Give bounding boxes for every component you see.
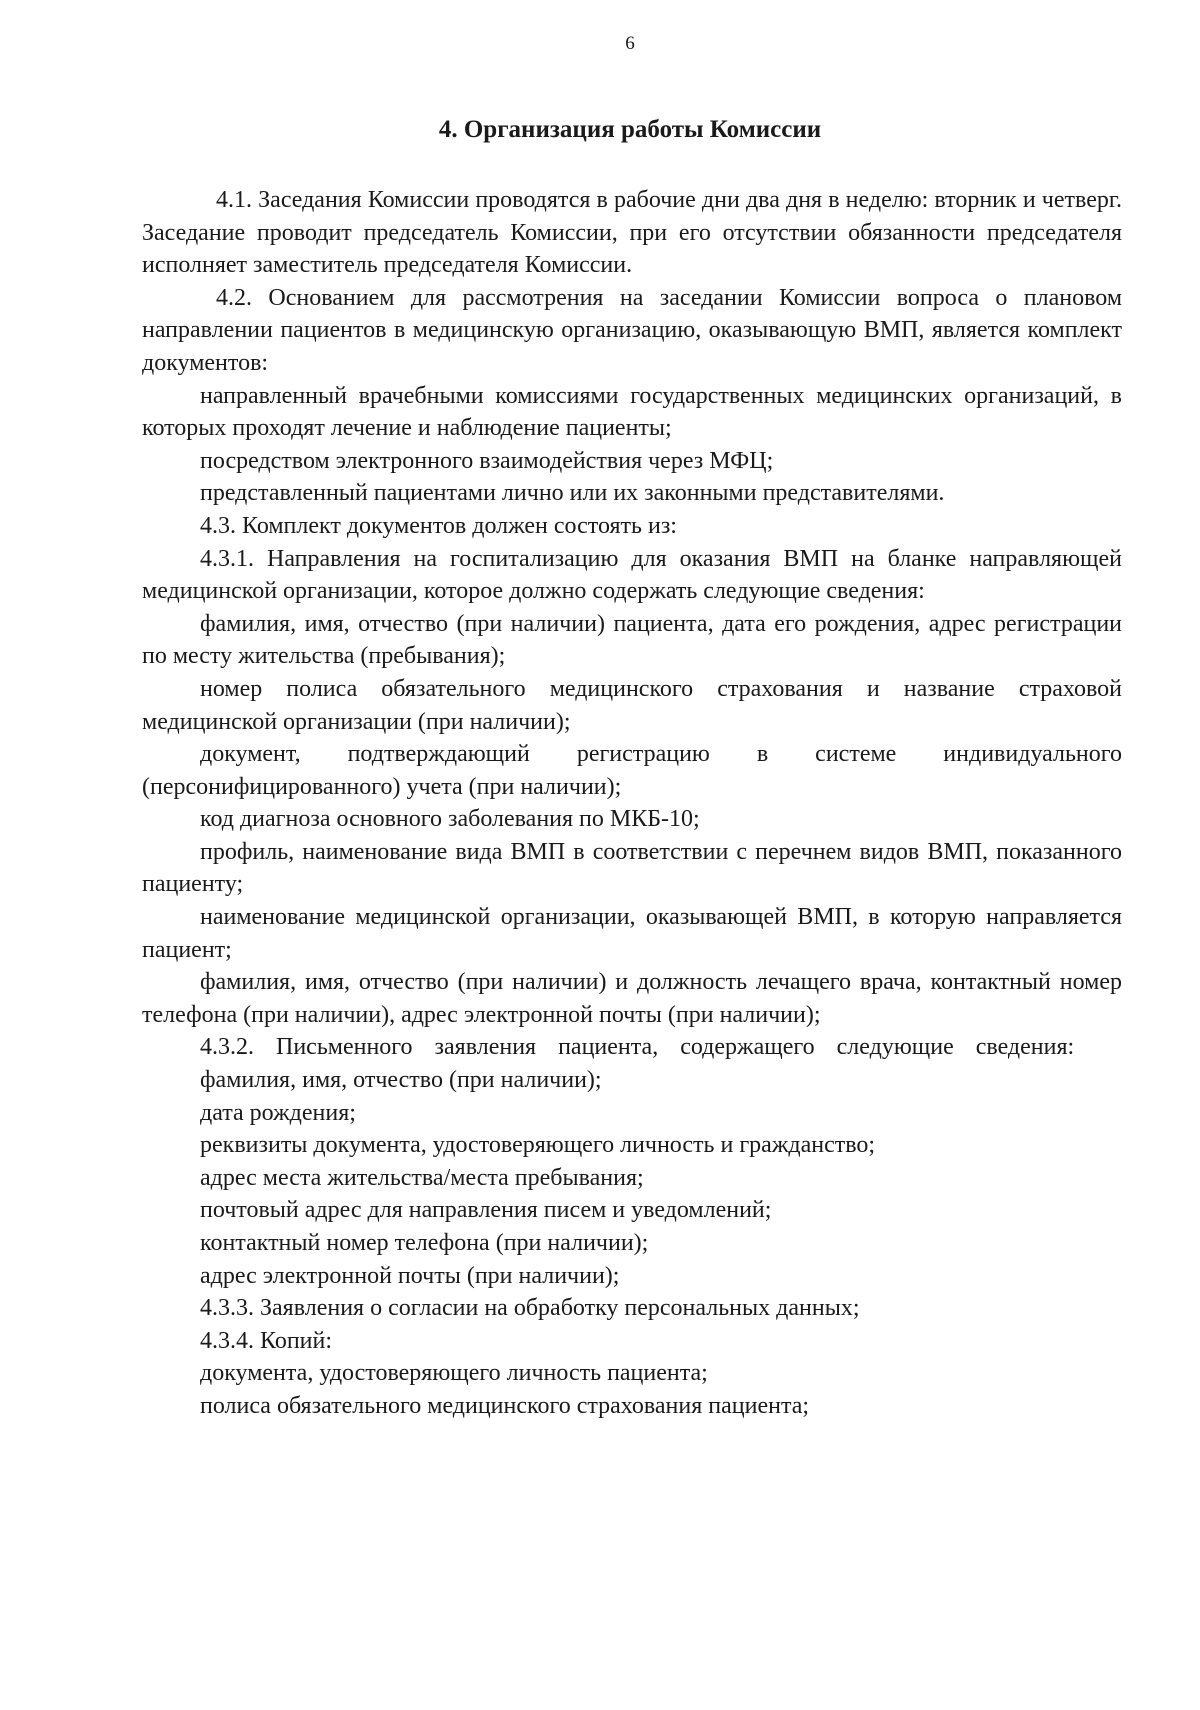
list-item: направленный врачебными комиссиями государственных медицинских организаций, в которых проходят лечение и наблюдение пациенты; bbox=[142, 382, 1122, 442]
list-item: профиль, наименование вида ВМП в соответствии с перечнем видов ВМП, показанного пациенту; bbox=[142, 838, 1122, 898]
section-heading: 4. Организация работы Комиссии bbox=[438, 116, 822, 143]
list-item: документа, удостоверяющего личность пациента; bbox=[200, 1360, 708, 1387]
list-item: контактный номер телефона (при наличии); bbox=[200, 1230, 649, 1256]
paragraph-4-1: 4.1. Заседания Комиссии проводятся в рабочие дни два дня в неделю: вторник и четверг. Заседание проводит председатель Комиссии, при его отсутствии обязанности председателя исполняет заместитель председателя Комиссии. bbox=[142, 187, 1122, 279]
paragraph-4-3-1: 4.3.1. Направления на госпитализацию для оказания ВМП на бланке направляющей медицинской организации, которое должно содержать следующие сведения: bbox=[142, 545, 1122, 605]
list-item: полиса обязательного медицинского страхования пациента; bbox=[200, 1392, 810, 1419]
list-item: код диагноза основного заболевания по МКБ-10; bbox=[200, 806, 700, 833]
list-item: фамилия, имя, отчество (при наличии) и должность лечащего врача, контактный номер телефона (при наличии), адрес электронной почты (при наличии); bbox=[142, 969, 1122, 1028]
paragraph-4-3-2: 4.3.2. Письменного заявления пациента, содержащего следующие сведения: bbox=[200, 1034, 1075, 1061]
list-item: почтовый адрес для направления писем и уведомлений; bbox=[200, 1197, 772, 1224]
paragraph-4-3: 4.3. Комплект документов должен состоять из: bbox=[200, 512, 677, 539]
list-item: адрес места жительства/места пребывания; bbox=[200, 1164, 644, 1191]
list-item: реквизиты документа, удостоверяющего личность и гражданство; bbox=[200, 1132, 876, 1159]
paragraph-4-2: 4.2. Основанием для рассмотрения на заседании Комиссии вопроса о плановом направлении пациентов в медицинскую организацию, оказывающую ВМП, является комплект документов: bbox=[142, 284, 1122, 376]
list-item: адрес электронной почты (при наличии); bbox=[200, 1262, 620, 1289]
list-item: номер полиса обязательного медицинского страхования и название страховой медицинской организации (при наличии); bbox=[142, 675, 1122, 735]
list-item: фамилия, имя, отчество (при наличии) пациента, дата его рождения, адрес регистрации по месту жительства (пребывания); bbox=[142, 610, 1122, 670]
list-item: наименование медицинской организации, оказывающей ВМП, в которую направляется пациент; bbox=[142, 904, 1122, 963]
list-item: посредством электронного взаимодействия через МФЦ; bbox=[200, 447, 774, 474]
list-item: дата рождения; bbox=[200, 1099, 356, 1126]
page-number: 6 bbox=[625, 33, 635, 54]
document-body bbox=[142, 184, 1122, 1423]
list-item: представленный пациентами лично или их законными представителями. bbox=[200, 480, 945, 507]
paragraph-4-3-4: 4.3.4. Копий: bbox=[200, 1327, 333, 1354]
paragraph-4-3-3: 4.3.3. Заявления о согласии на обработку персональных данных; bbox=[200, 1295, 860, 1322]
list-item: фамилия, имя, отчество (при наличии); bbox=[200, 1067, 602, 1094]
list-item: документ, подтверждающий регистрацию в системе индивидуального (персонифицированного) учета (при наличии); bbox=[142, 741, 1122, 800]
